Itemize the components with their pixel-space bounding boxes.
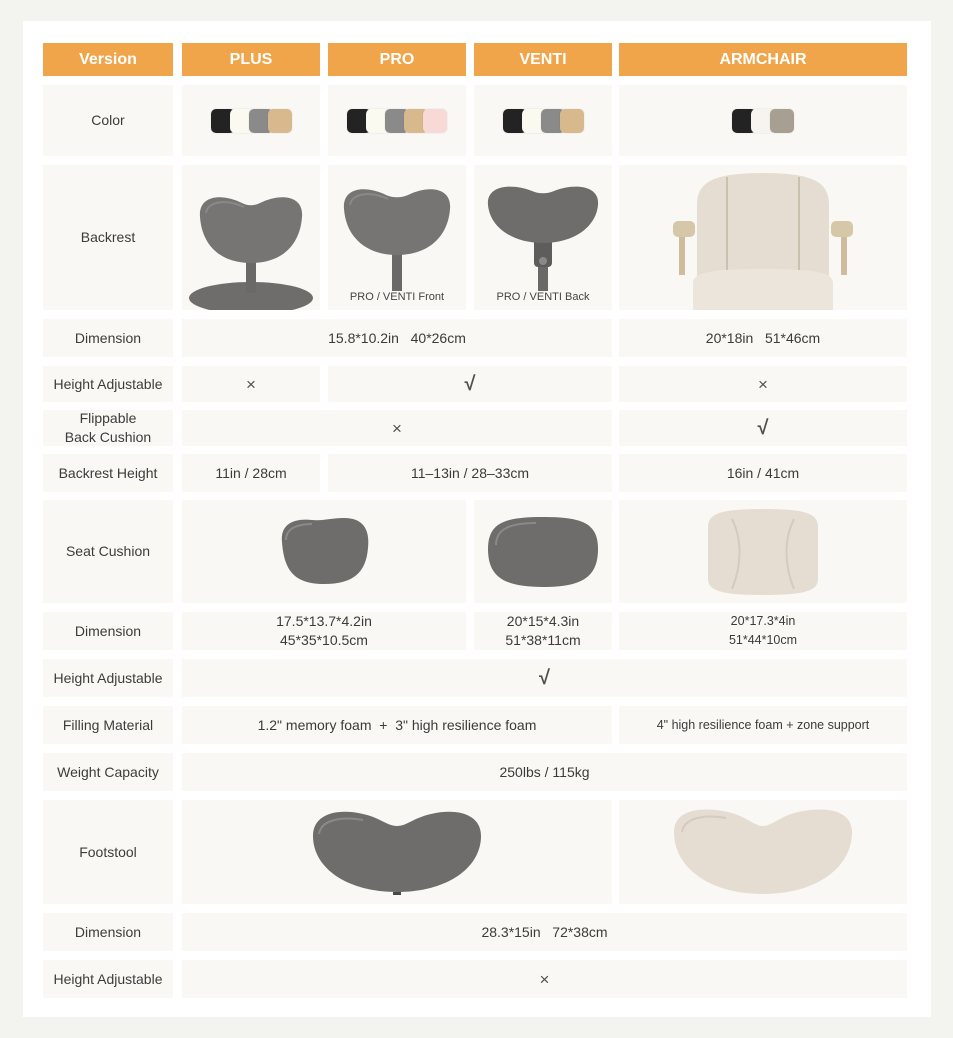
grey-footstool-image	[307, 806, 487, 898]
flippable-armchair: √	[619, 410, 907, 446]
row-label-flippable	[43, 410, 173, 446]
row-label-weight-capacity: Weight Capacity	[43, 753, 173, 791]
backrest-plus-image	[182, 165, 320, 310]
row-label-seat-cushion: Seat Cushion	[43, 500, 173, 603]
seat-dimension-venti-cm: 51*38*11cm	[505, 632, 581, 648]
row-label-flippable-line1: Flippable	[79, 410, 137, 426]
footstool-dimension-all: 28.3*15in 72*38cm	[182, 913, 907, 951]
row-label-height-adjustable-backrest: Height Adjustable	[43, 366, 173, 402]
seat-dimension-armchair-cm: 51*44*10cm	[728, 633, 798, 647]
row-label-backrest-height: Backrest Height	[43, 454, 173, 492]
row-label-dimension-footstool: Dimension	[43, 913, 173, 951]
color-swatch-venti-4[interactable]	[560, 109, 584, 133]
seat-dimension-plus-pro-in: 17.5*13.7*4.2in	[276, 613, 372, 629]
backrest-height-armchair: 16in / 41cm	[619, 454, 907, 492]
backrest-height-adj-pro-venti: √	[328, 366, 612, 402]
backrest-pro-front	[328, 165, 466, 310]
backrest-armchair-image	[619, 165, 907, 310]
seat-cushion-armchair	[619, 500, 907, 603]
backrest-dimension-plus-pro-venti: 15.8*10.2in 40*26cm	[182, 319, 612, 357]
seat-dimension-plus-pro-cm: 45*35*10.5cm	[280, 632, 368, 648]
backrest-venti-back	[474, 165, 612, 310]
backrest-height-pro-venti: 11–13in / 28–33cm	[328, 454, 612, 492]
seat-dimension-plus-pro	[182, 612, 466, 650]
beige-footstool-image	[668, 804, 858, 900]
flippable-plus-pro-venti: ×	[182, 410, 612, 446]
color-plus	[182, 85, 320, 156]
color-armchair	[619, 85, 907, 156]
row-label-filling-material: Filling Material	[43, 706, 173, 744]
row-label-footstool: Footstool	[43, 800, 173, 904]
seat-height-adj-all: √	[182, 659, 907, 697]
header-version: Version	[43, 43, 173, 76]
color-venti	[474, 85, 612, 156]
header-pro: PRO	[328, 43, 466, 76]
seat-dimension-venti	[474, 612, 612, 650]
swatch-group-venti	[503, 109, 584, 133]
armchair-backrest-image	[619, 165, 907, 310]
swatch-group-plus	[211, 109, 292, 133]
color-swatch-plus-4[interactable]	[268, 109, 292, 133]
backrest-dimension-armchair: 20*18in 51*46cm	[619, 319, 907, 357]
seat-cushion-venti	[474, 500, 612, 603]
row-label-dimension-backrest: Dimension	[43, 319, 173, 357]
swatch-group-armchair	[732, 109, 794, 133]
armchair-seat-cushion-image	[702, 505, 824, 599]
row-label-color: Color	[43, 85, 173, 156]
row-label-height-adjustable-seat: Height Adjustable	[43, 659, 173, 697]
color-swatch-pro-5[interactable]	[423, 109, 447, 133]
seat-dimension-armchair-in: 20*17.3*4in	[730, 614, 796, 628]
backrest-height-plus: 11in / 28cm	[182, 454, 320, 492]
comparison-table	[23, 21, 931, 1017]
row-label-height-adjustable-footstool: Height Adjustable	[43, 960, 173, 998]
caption-pro-venti-front: PRO / VENTI Front	[349, 291, 445, 303]
footstool-plus-pro-venti	[182, 800, 612, 904]
caption-pro-venti-back: PRO / VENTI Back	[496, 291, 590, 303]
backrest-height-adj-armchair: ×	[619, 366, 907, 402]
row-label-backrest: Backrest	[43, 165, 173, 310]
plus-pro-seat-cushion-image	[274, 512, 374, 592]
plus-backrest-chair-image	[182, 165, 320, 310]
filling-material-armchair: 4" high resilience foam + zone support	[619, 706, 907, 744]
color-swatch-armchair-3[interactable]	[770, 109, 794, 133]
header-venti: VENTI	[474, 43, 612, 76]
row-label-flippable-line2: Back Cushion	[64, 429, 152, 445]
color-pro	[328, 85, 466, 156]
weight-capacity-all: 250lbs / 115kg	[182, 753, 907, 791]
footstool-armchair	[619, 800, 907, 904]
header-armchair: ARMCHAIR	[619, 43, 907, 76]
header-plus: PLUS	[182, 43, 320, 76]
row-label-dimension-seat: Dimension	[43, 612, 173, 650]
seat-cushion-plus-pro	[182, 500, 466, 603]
filling-material-plus-pro-venti: 1.2" memory foam + 3" high resilience foam	[182, 706, 612, 744]
venti-seat-cushion-image	[484, 509, 602, 595]
swatch-group-pro	[347, 109, 447, 133]
footstool-height-adj-all: ×	[182, 960, 907, 998]
seat-dimension-venti-in: 20*15*4.3in	[506, 613, 580, 629]
seat-dimension-armchair	[619, 612, 907, 650]
backrest-height-adj-plus: ×	[182, 366, 320, 402]
